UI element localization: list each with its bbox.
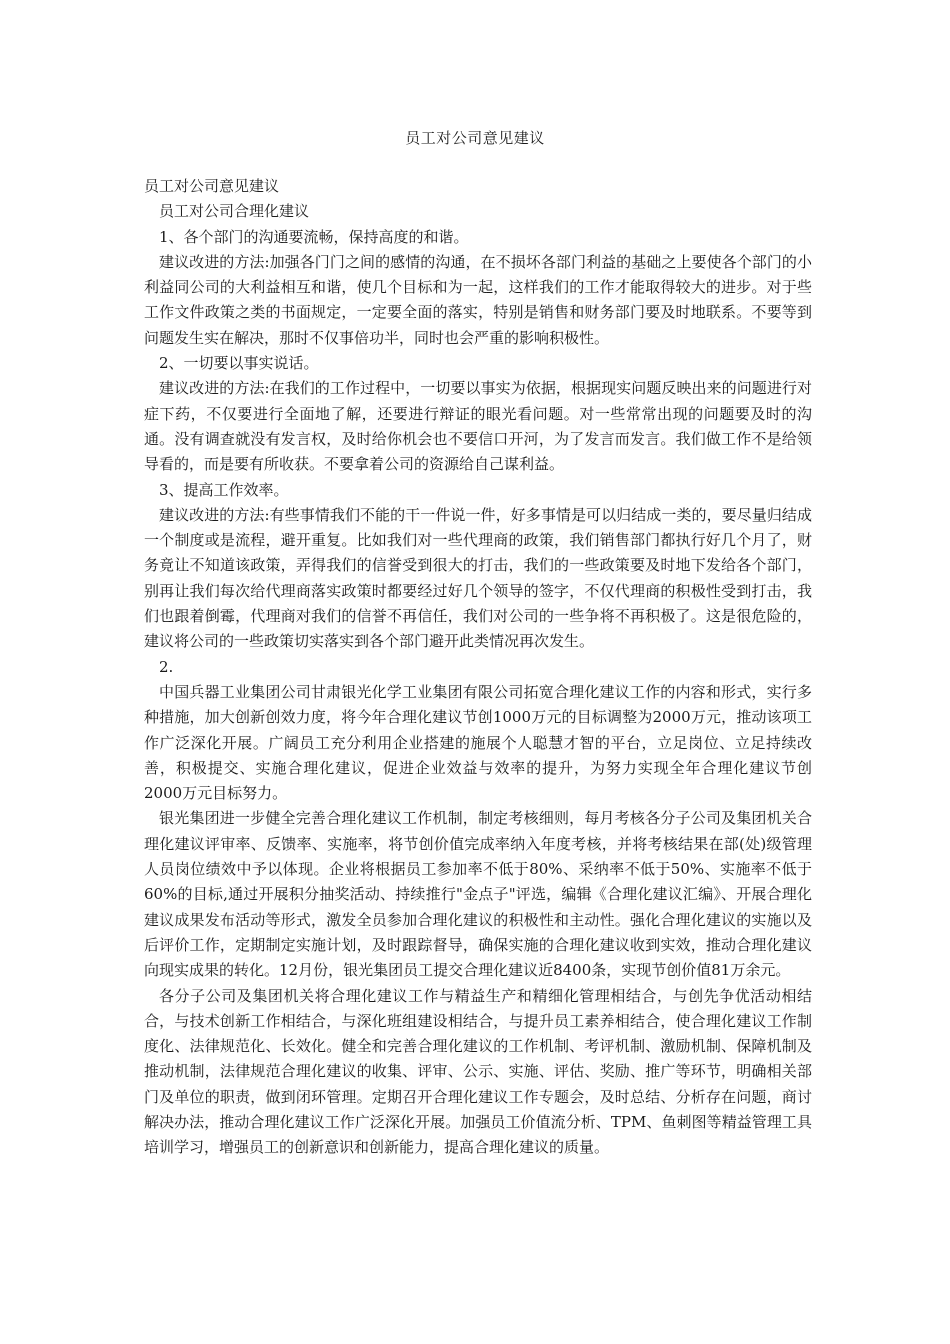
paragraph: 建议改进的方法:在我们的工作过程中，一切要以事实为依据，根据现实问题反映出来的问题进行对症下药，不仅要进行全面地了解，还要进行辩证的眼光看问题。对一些常常出现的问题要及时的沟通。没有调查就没有发言权，及时给你机会也不要信口开河，为了发言而发言。我们做工作不是给领导看的，而是要有所收获。不要拿着公司的资源给自己谋利益。 (144, 379, 812, 474)
subtitle: 员工对公司合理化建议 (159, 202, 310, 221)
point-heading-1: 1、各个部门的沟通要流畅，保持高度的和谐。 (159, 227, 469, 246)
document-title: 员工对公司意见建议 (405, 129, 545, 147)
paragraph: 建议改进的方法:加强各门门之间的感情的沟通，在不损坏各部门利益的基础之上要使各个部门的小利益同公司的大利益相互和谐，使几个目标和为一起，这样我们的工作才能取得较大的进步。对于些工作文件政策之类的书面规定，一定要全面的落实，特别是销售和财务部门要及时地联系。不要等到问题发生实在解决，那时不仅事倍功半，同时也会严重的影响积极性。 (144, 252, 812, 347)
paragraph: 建议改进的方法:有些事情我们不能的干一件说一件，好多事情是可以归结成一类的，要尽量归结成一个制度或是流程，避开重复。比如我们对一些代理商的政策，我们销售部门都执行好几个月了，财务竟让不知道该政策，弄得我们的信誉受到很大的打击，我们的一些政策要及时地下发给各个部门，别再让我们每次给代理商落实政策时都要经过好几个领导的签字，不仅代理商的积极性受到打击，我们也跟着倒霉，代理商对我们的信誉不再信任，我们对公司的一些争将不再积极了。这是很危险的，建议将公司的一些政策切实落实到各个部门避开此类情况再次发生。 (144, 505, 812, 651)
point-heading-2: 2、一切要以事实说话。 (159, 354, 319, 373)
paragraph: 各分子公司及集团机关将合理化建议工作与精益生产和精细化管理相结合，与创先争优活动相结合，与技术创新工作相结合，与深化班组建设相结合，与提升员工素养相结合，使合理化建议工作制度化、法律规范化、长效化。健全和完善合理化建议的工作机制、考评机制、激励机制、保障机制及推动机制，法律规范合理化建议的收集、评审、公示、实施、评估、奖励、推广等环节，明确相关部门及单位的职责，做到闭环管理。定期召开合理化建议工作专题会，及时总结、分析存在问题，商讨解决办法，推动合理化建议工作广泛深化开展。加强员工价值流分析、TPM、鱼刺图等精益管理工具培训学习，增强员工的创新意识和创新能力，提高合理化建议的质量。 (144, 986, 812, 1157)
paragraph: 中国兵器工业集团公司甘肃银光化学工业集团有限公司拓宽合理化建议工作的内容和形式，实行多种措施，加大创新创效力度，将今年合理化建议节创1000万元的目标调整为2000万元，推动该项工作广泛深化开展。广阔员工充分利用企业搭建的施展个人聪慧才智的平台，立足岗位、立足持续改善，积极提交、实施合理化建议，促进企业效益与效率的提升，为努力实现全年合理化建议节创2000万元目标努力。 (144, 682, 812, 803)
document-body (144, 174, 812, 1161)
section-heading: 员工对公司意见建议 (144, 177, 280, 195)
section-number: 2. (159, 657, 174, 676)
point-heading-3: 3、提高工作效率。 (159, 480, 289, 499)
paragraph: 银光集团进一步健全完善合理化建议工作机制，制定考核细则，每月考核各分子公司及集团机关合理化建议评审率、反馈率、实施率，将节创价值完成率纳入年度考核，并将考核结果在部(处)级管理人员岗位绩效中予以体现。企业将根据员工参加率不低于80%、采纳率不低于50%、实施率不低于60%的目标,通过开展积分抽奖活动、持续推行"金点子"评选，编辑《合理化建议汇编》、开展合理化建议成果发布活动等形式，激发全员参加合理化建议的积极性和主动性。强化合理化建议的实施以及后评价工作，定期制定实施计划，及时跟踪督导，确保实施的合理化建议收到实效，推动合理化建议向现实成果的转化。12月份，银光集团员工提交合理化建议近8400条，实现节创价值81万余元。 (144, 809, 812, 980)
